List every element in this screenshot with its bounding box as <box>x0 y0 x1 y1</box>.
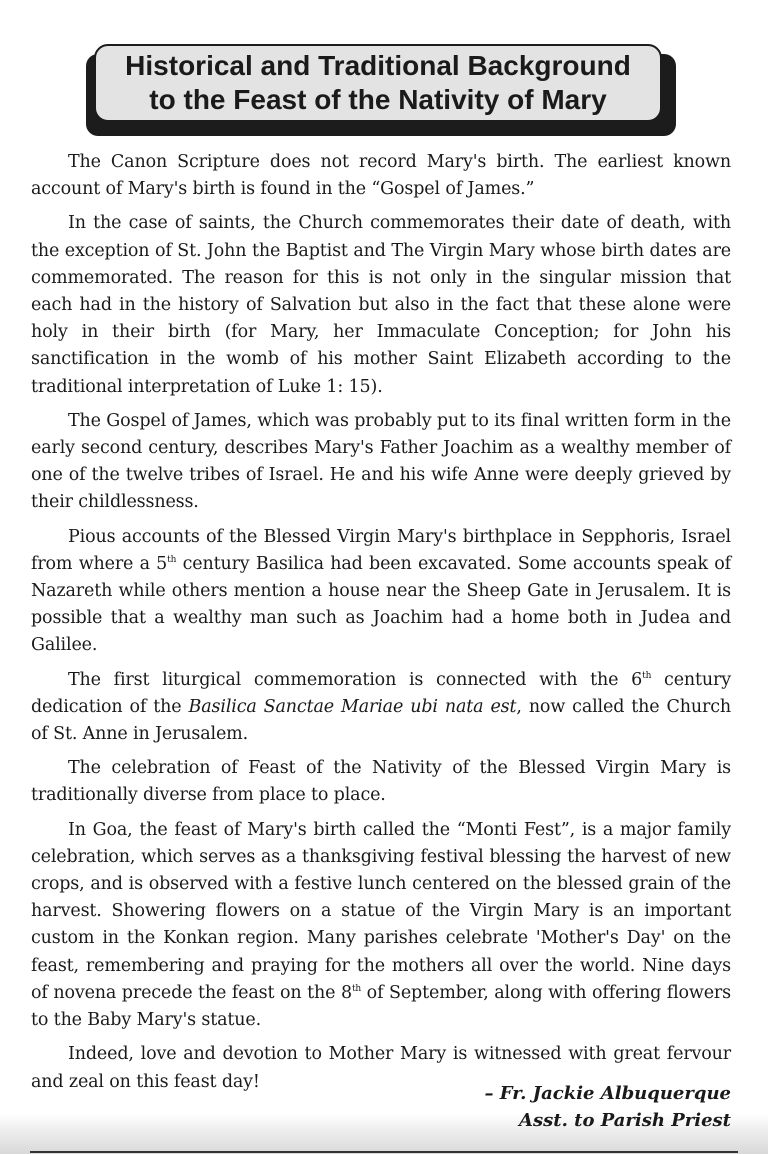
paragraph-5-part-c: , now called the Church of St. Anne in Jerusalem. <box>31 696 731 745</box>
paragraph-1: The Canon Scripture does not record Mary's birth. The earliest known account of Mary's birth is found in the “Gospel of James.” <box>31 152 731 200</box>
author-name: – Fr. Jackie Albuquerque <box>484 1083 731 1104</box>
ordinal-suffix: th <box>642 670 652 681</box>
article-body <box>31 149 731 1103</box>
ordinal-suffix: th <box>167 555 177 566</box>
paragraph-5-part-b: century dedication of the <box>31 669 731 717</box>
paragraph-4 <box>31 524 731 660</box>
paragraph-2: In the case of saints, the Church commemorates their date of death, with the exception of St. John the Baptist and The Virgin Mary whose birth dates are commemorated. The reason for this is not only in the singular mission that each had in the history of Salvation but also in the fact that these alone were holy in their birth (for Mary, her Immaculate Conception; for John his sanctification in the womb of his mother Saint Elizabeth according to the traditional interpretation of Luke 1: 15). <box>31 213 731 397</box>
paragraph-3: The Gospel of James, which was probably put to its final written form in the early second century, describes Mary's Father Joachim as a wealthy member of one of the twelve tribes of Israel. He and his wife Anne were deeply grieved by their childlessness. <box>31 410 731 513</box>
title-banner <box>86 44 676 136</box>
paragraph-7-part-b: of September, along with offering flowers to the Baby Mary's statue. <box>31 982 731 1031</box>
author-role: Asst. to Parish Priest <box>519 1110 731 1131</box>
paragraph-5 <box>31 667 731 749</box>
title-line-1: Historical and Traditional Background <box>125 50 631 81</box>
ordinal-suffix: th <box>351 984 362 995</box>
paragraph-5-part-a: The first liturgical commemoration is connected with the 6 <box>68 669 643 690</box>
basilica-name: Basilica Sanctae Mariae ubi nata est <box>188 696 517 717</box>
title-line-2: to the Feast of the Nativity of Mary <box>149 84 607 115</box>
paragraph-6: The celebration of Feast of the Nativity of the Blessed Virgin Mary is traditionally diverse from place to place. <box>31 758 731 806</box>
paragraph-4-part-a: Pious accounts of the Blessed Virgin Mary's birthplace in Sepphoris, Israel from where a 5 <box>31 526 731 574</box>
title-box <box>94 44 662 122</box>
signature-block <box>331 1080 731 1134</box>
paragraph-8: Indeed, love and devotion to Mother Mary is witnessed with great fervour and zeal on this feast day! <box>31 1044 731 1092</box>
paragraph-7-part-a: In Goa, the feast of Mary's birth called the “Monti Fest”, is a major family celebration, which serves as a thanksgiving festival blessing the harvest of new crops, and is observed with a festive lunch centered on the blessed grain of the harvest. Showering flowers on a statue of the Virgin Mary is an important custom in the Konkan region. Many parishes celebrate 'Mother's Day' on the feast, remembering and praying for the mothers all over the world. Nine days of novena precede the feast on the 8 <box>31 819 731 1003</box>
paragraph-4-part-b: century Basilica had been excavated. Some accounts speak of Nazareth while others mention a house near the Sheep Gate in Jerusalem. It is possible that a wealthy man such as Joachim had a home both in Judea and Galilee. <box>31 553 731 656</box>
footer-rule <box>30 1151 738 1153</box>
paragraph-7 <box>31 817 731 1035</box>
